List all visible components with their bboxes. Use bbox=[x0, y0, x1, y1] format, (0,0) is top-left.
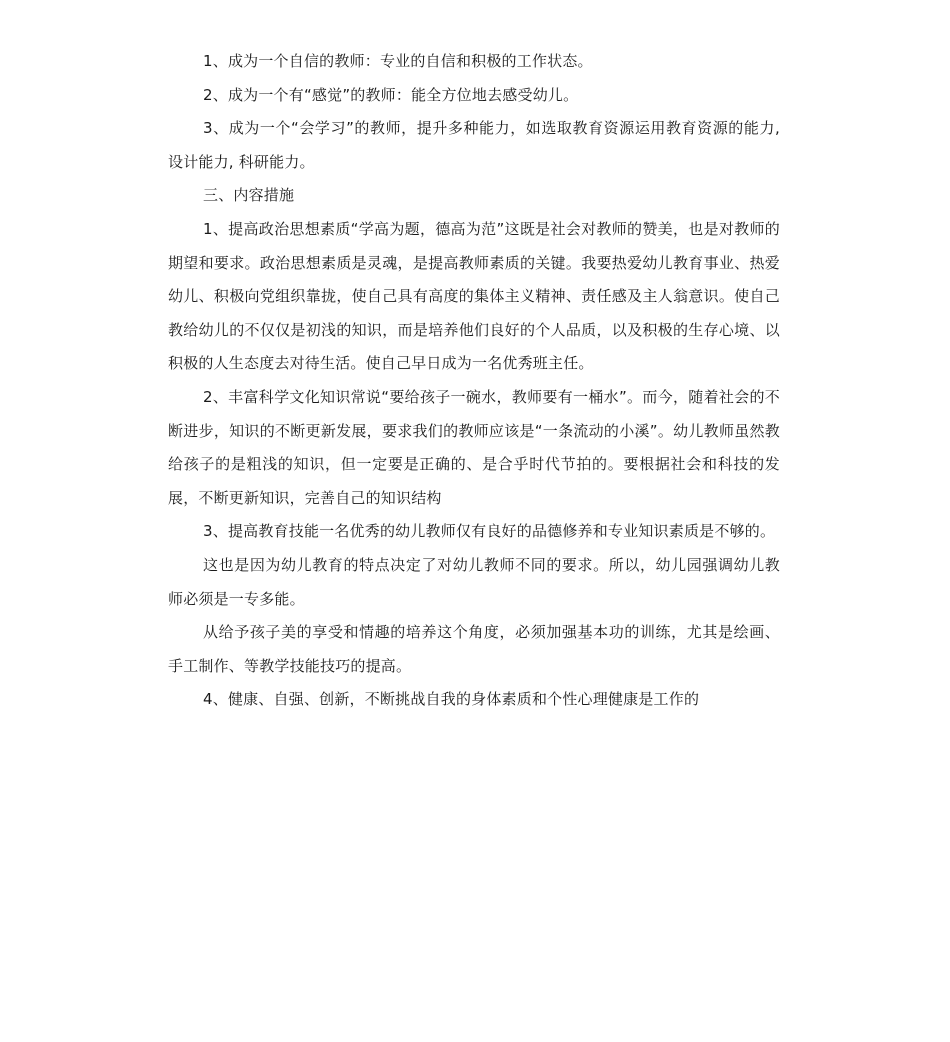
paragraph-measure-3-continued: 这也是因为幼儿教育的特点决定了对幼儿教师不同的要求。所以，幼儿园强调幼儿教师必须是一专多能。 bbox=[168, 555, 780, 608]
paragraph-measure-3: 3、提高教育技能一名优秀的幼儿教师仅有良好的品德修养和专业知识素质是不够的。 bbox=[203, 522, 776, 541]
paragraph-goal-1: 1、成为一个自信的教师：专业的自信和积极的工作状态。 bbox=[203, 52, 593, 70]
paragraph-measure-3-skills: 从给予孩子美的享受和情趣的培养这个角度，必须加强基本功的训练，尤其是绘画、手工制作、等教学技能技巧的提高。 bbox=[168, 623, 780, 675]
section-heading-measures: 三、内容措施 bbox=[203, 186, 295, 205]
paragraph-measure-1: 1、提高政治思想素质“学高为题，德高为范”这既是社会对教师的赞美，也是对教师的期望和要求。政治思想素质是灵魂，是提高教师素质的关键。我要热爱幼儿教育事业、热爱幼儿、积极向党组织靠拢，使自己具有高度的集体主义精神、责任感及主人翁意识。使自己教给幼儿的不仅仅是初浅的知识，而是培养他们良好的个人品质，以及积极的生存心境、以积极的人生态度去对待生活。使自己早日成为一名优秀班主任。 bbox=[168, 219, 780, 373]
paragraph-goal-3: 3、成为一个“会学习”的教师，提升多种能力，如选取教育资源运用教育资源的能力, 设计能力, 科研能力。 bbox=[168, 119, 780, 171]
paragraph-measure-2: 2、丰富科学文化知识常说“要给孩子一碗水，教师要有一桶水”。而今，随着社会的不断进步，知识的不断更新发展，要求我们的教师应该是“一条流动的小溪”。幼儿教师虽然教给孩子的是粗浅的知识，但一定要是正确的、是合乎时代节拍的。要根据社会和科技的发展，不断更新知识，完善自己的知识结构 bbox=[168, 387, 780, 507]
paragraph-goal-2: 2、成为一个有“感觉”的教师：能全方位地去感受幼儿。 bbox=[203, 85, 579, 104]
document-body bbox=[168, 45, 780, 717]
paragraph-measure-4: 4、健康、自强、创新，不断挑战自我的身体素质和个性心理健康是工作的 bbox=[203, 690, 700, 709]
